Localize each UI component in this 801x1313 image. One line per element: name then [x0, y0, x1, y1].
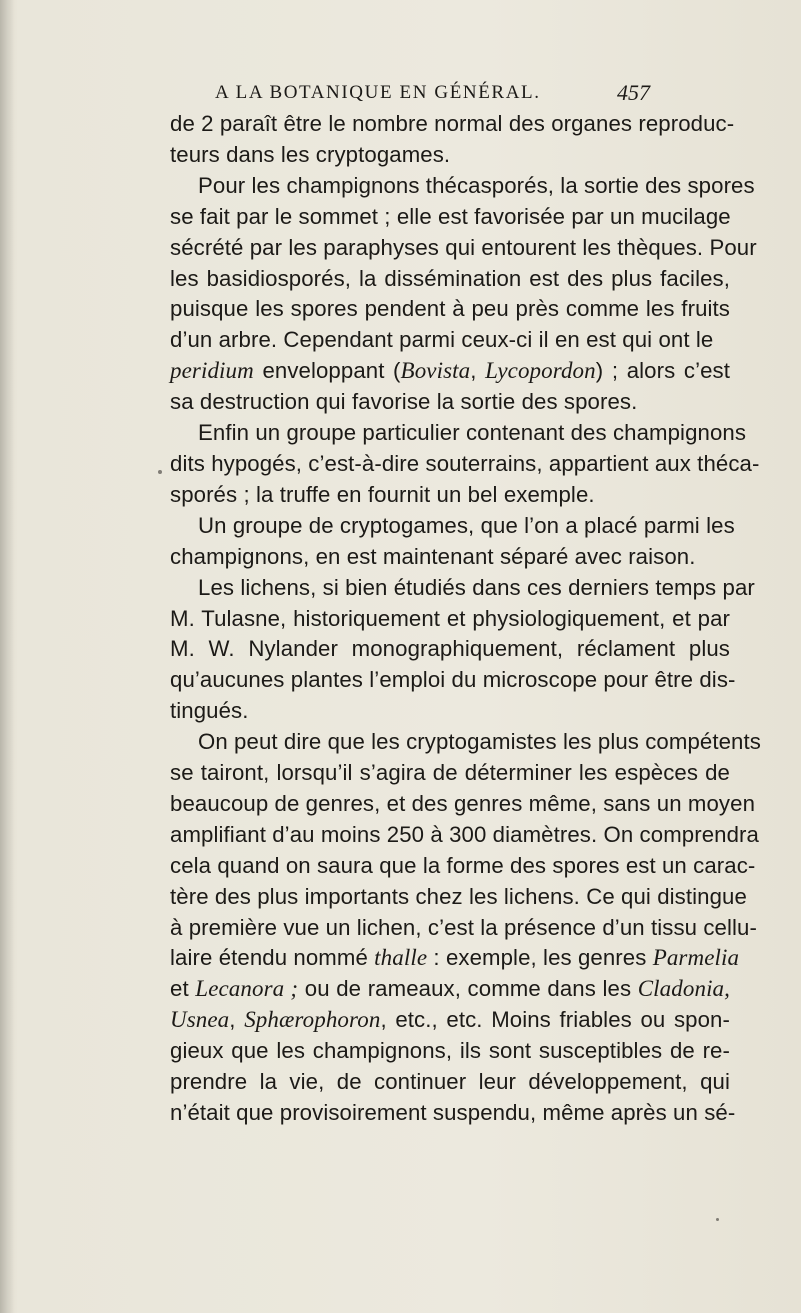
text-line: se tairont, lorsqu’il s’agira de déterminer les espèces de [170, 760, 730, 786]
running-title: A LA BOTANIQUE EN GÉNÉRAL. [215, 82, 541, 103]
text-line: prendre la vie, de continuer leur développement, qui [170, 1069, 730, 1095]
ink-speck [158, 470, 162, 474]
italic-term: thalle [374, 945, 428, 971]
text-line: Un groupe de cryptogames, que l’on a placé parmi les [198, 512, 735, 538]
text-line: Pour les champignons thécasporés, la sortie des spores [198, 172, 755, 198]
text-line: de 2 paraît être le nombre normal des organes reproduc- [170, 111, 735, 136]
page-gutter-shadow [0, 0, 14, 1313]
text-line: On peut dire que les cryptogamistes les plus compétents [198, 729, 761, 755]
text-line: n’était que provisoirement suspendu, même après un sé- [170, 1100, 736, 1125]
text-line: d’un arbre. Cependant parmi ceux-ci il en est qui ont le [170, 327, 714, 353]
text-line: Enfin un groupe particulier contenant des champignons [198, 420, 747, 446]
text-line: cela quand on saura que la forme des spores est un carac- [170, 852, 756, 878]
text-line: puisque les spores pendent à peu près comme les fruits [170, 296, 730, 322]
text-line: tingués. [170, 698, 249, 724]
text-line: sécrété par les paraphyses qui entourent les thèques. Pour [170, 234, 757, 260]
ink-speck [716, 1218, 719, 1221]
paragraph [170, 511, 735, 573]
text-line: sa destruction qui favorise la sortie des spores. [170, 389, 638, 415]
text-line: qu’aucunes plantes l’emploi du microscope pour être dis- [170, 667, 736, 693]
text-line: à première vue un lichen, c’est la présence d’un tissu cellu- [170, 914, 757, 940]
text-line: peridium enveloppant (Bovista, Lycopordon) ; alors c’est [170, 358, 731, 384]
italic-term: Usnea [170, 1007, 230, 1033]
italic-term: Bovista [400, 358, 471, 384]
text-line: sporés ; la truffe en fournit un bel exemple. [170, 481, 595, 507]
text-line: tère des plus importants chez les lichens. Ce qui distingue [170, 883, 747, 909]
text-line: teurs dans les cryptogames. [170, 141, 451, 167]
text-line: laire étendu nommé thalle : exemple, les genres Parmelia [170, 945, 740, 971]
text-line: M. Tulasne, historiquement et physiologiquement, et par [170, 605, 730, 631]
paragraph [170, 109, 735, 171]
text-line: se fait par le sommet ; elle est favorisée par un mucilage [170, 203, 731, 229]
paragraph [170, 727, 761, 1129]
paragraph [170, 418, 760, 511]
text-line: dits hypogés, c’est-à-dire souterrains, appartient aux théca- [170, 450, 760, 476]
running-head [215, 82, 715, 112]
text-line: les basidiosporés, la dissémination est des plus faciles, [170, 265, 730, 291]
text-line: amplifiant d’au moins 250 à 300 diamètres. On comprendra [170, 821, 759, 847]
text-line: beaucoup de genres, et des genres même, sans un moyen [170, 790, 756, 816]
page-number: 457 [617, 80, 650, 105]
text-line: Les lichens, si bien étudiés dans ces derniers temps par [198, 574, 755, 600]
italic-term: Lycopordon [485, 358, 596, 384]
italic-term: peridium [170, 358, 254, 384]
paragraph [170, 171, 757, 356]
text-line: champignons, en est maintenant séparé avec raison. [170, 543, 696, 569]
italic-term: Sphærophoron [244, 1007, 381, 1033]
paragraph [170, 356, 730, 418]
text-line: gieux que les champignons, ils sont susceptibles de re- [170, 1038, 730, 1064]
paragraph [170, 573, 755, 728]
body-text [170, 109, 761, 1129]
text-line: et Lecanora ; ou de rameaux, comme dans les Cladonia, [170, 976, 731, 1002]
italic-term: Lecanora ; [195, 976, 299, 1002]
text-line: M. W. Nylander monographiquement, réclament plus [170, 636, 730, 662]
italic-term: Cladonia, [637, 976, 731, 1002]
text-line: Usnea, Sphærophoron, etc., etc. Moins friables ou spon- [170, 1007, 730, 1033]
italic-term: Parmelia [652, 945, 740, 971]
